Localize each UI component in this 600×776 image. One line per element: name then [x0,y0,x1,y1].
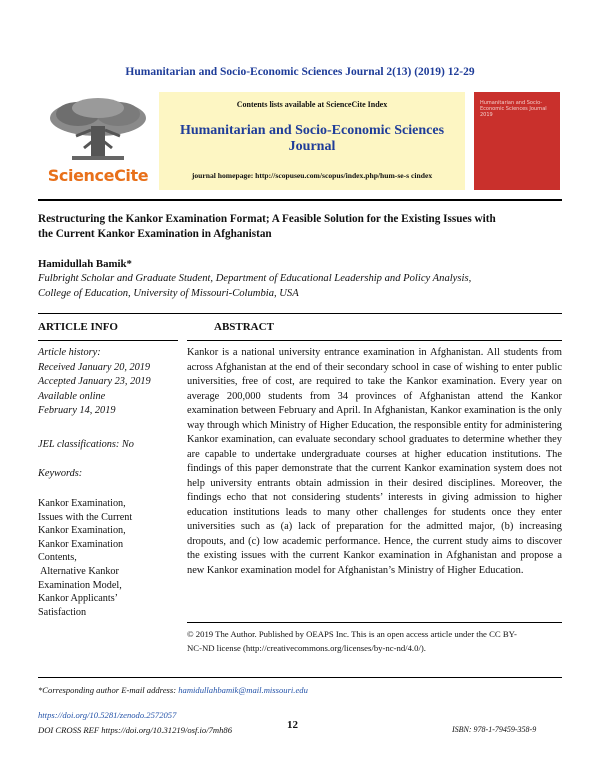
footer-divider [38,677,562,678]
paper-title-line: the Current Kankor Examination in Afghanistan [38,227,272,240]
abstract-heading: ABSTRACT [214,321,274,333]
author-email-link[interactable]: hamidullahbamik@mail.missouri.edu [178,685,308,695]
journal-cover-text: Humanitarian and Socio-Economic Sciences Journal 2019 [480,100,547,118]
keyword-line: Issues with the Current [38,511,133,523]
affiliation-line: College of Education, University of Missouri-Columbia, USA [38,287,299,299]
paper-title-line: Restructuring the Kankor Examination Format; A Feasible Solution for the Existing Issues with [38,213,496,225]
jel-classifications: JEL classifications: No [38,439,134,450]
copyright-line: © 2019 The Author. Published by OEAPS Inc. This is an open access article under the CC BY- [187,629,517,639]
article-history-label: Article history: [38,347,101,358]
keyword-line: Contents, [38,552,77,564]
abstract-bottom-rule [187,622,562,623]
journal-title-line: Journal [288,139,336,154]
available-online-label: Available online [38,390,106,402]
section-divider [38,313,562,314]
abstract-rule [187,340,562,341]
contents-line: Contents lists available at ScienceCite Index [236,100,388,109]
page-number: 12 [287,719,298,731]
tree-logo-icon [42,96,154,164]
isbn: ISBN: 978-1-79459-358-9 [452,725,537,734]
abstract-text: Kankor is a national university entrance examination in Afghanistan. All students from across Afghanistan at the end of their secondary school in case of wishing to enter public universities, free of cost, are required to take the Kankor examination. Every year on average 200,000 students from 34 provinces of Afghanistan attend the Kankor examination between February and April. In Afghanistan, Kankor examination is the only way through which Ministry of Higher Education, the responsible entity for administering Kankor examination, can evaluate secondary school graduates to determine whether they are capable to undertake undergraduate courses at higher education institutions. The findings of this paper demonstrate that the current Kankor examination system does not help university entrants obtain admission in their desired disciplines. Moreover, the findings echo that not considering students’ interests in giving admission to higher education institutions leads to many other challenges for students once they enter universities such as (a) lack of preparation for the admitted major, (b) increasing dropouts, and (c) low academic performance. Hence, the current study aims to discover the existing issues with the current Kankor examination in Afghanistan and propose a new Kankor examination model for Afghanistan’s Ministry of Higher Education. [187,347,562,576]
journal-title [159,123,465,155]
article-info-heading: ARTICLE INFO [38,321,118,333]
article-info-rule [38,340,178,341]
crossref-doi[interactable]: DOI CROSS REF https://doi.org/10.31219/osf.io/7mh86 [38,725,232,735]
keyword-line: Satisfaction [38,606,87,618]
author-affiliation [38,272,562,301]
accepted-date: Accepted January 23, 2019 [38,376,151,387]
keyword-line: Alternative Kankor [38,566,119,577]
keyword-line: Kankor Examination [38,538,124,550]
copyright-notice [187,627,562,655]
available-online-date: February 14, 2019 [38,405,116,416]
zenodo-doi-link[interactable]: https://doi.org/10.5281/zenodo.2572057 [38,710,177,720]
paper-title [38,212,562,241]
license-link[interactable]: NC-ND license (http://creativecommons.org/licenses/by-nc-nd/4.0/). [187,643,426,653]
header-divider [38,199,562,201]
sciencecite-logo-text: ScienceCite [47,166,149,185]
journal-homepage-link[interactable]: journal homepage: http://scopuseu.com/scopus/index.php/hum-se-s cindex [191,171,433,180]
received-date: Received January 20, 2019 [38,361,151,373]
keyword-line: Kankor Examination, [38,525,126,537]
corresponding-author-footnote [38,685,308,695]
author-name: Hamidullah Bamik* [38,258,132,270]
keyword-line: Kankor Applicants’ [38,593,119,605]
keyword-line: Examination Model, [38,579,122,591]
journal-citation: Humanitarian and Socio-Economic Sciences Journal 2(13) (2019) 12-29 [125,66,475,78]
footnote-label: *Corresponding author E-mail address: [38,685,179,695]
journal-title-line: Humanitarian and Socio-Economic Sciences [179,123,445,138]
keyword-line: Kankor Examination, [38,498,126,509]
keywords-label: Keywords: [38,468,83,479]
affiliation-line: Fulbright Scholar and Graduate Student, Department of Educational Leadership and Policy Analysis, [38,273,472,284]
